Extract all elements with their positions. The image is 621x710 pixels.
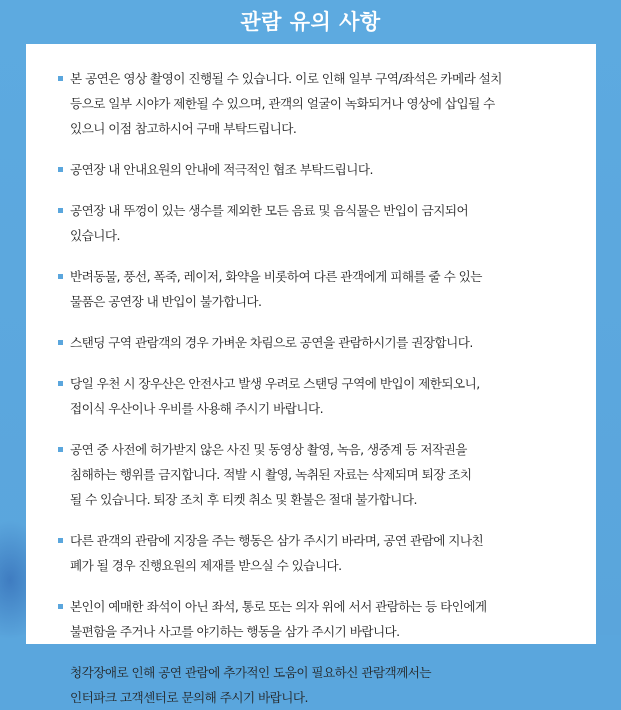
square-bullet-icon [58,670,63,675]
notice-text: 반려동물, 풍선, 폭죽, 레이저, 화약을 비롯하여 다른 관객에게 피해를 줄 수 있는 물품은 공연장 내 반입이 불가합니다. [70,269,482,309]
square-bullet-icon [58,167,63,172]
header [0,0,621,44]
square-bullet-icon [58,447,63,452]
square-bullet-icon [58,208,63,213]
notice-text: 당일 우천 시 장우산은 안전사고 발생 우려로 스탠딩 구역에 반입이 제한되오니, 접이식 우산이나 우비를 사용해 주시기 바랍니다. [70,376,480,416]
notice-item [58,66,582,141]
notice-item [58,660,582,710]
notice-item [58,437,582,512]
notice-item [58,594,582,644]
notice-text: 다른 관객의 관람에 지장을 주는 행동은 삼가 주시기 바라며, 공연 관람에 지나친 폐가 될 경우 진행요원의 제재를 받으실 수 있습니다. [70,533,484,573]
notice-item [58,528,582,578]
notice-text: 청각장애로 인해 공연 관람에 추가적인 도움이 필요하신 관람객께서는 인터파크 고객센터로 문의해 주시기 바랍니다. [70,665,432,705]
notice-item [58,264,582,314]
square-bullet-icon [58,381,63,386]
notice-text: 공연장 내 안내요원의 안내에 적극적인 협조 부탁드립니다. [70,162,373,177]
notice-text: 본인이 예매한 좌석이 아닌 좌석, 통로 또는 의자 위에 서서 관람하는 등 타인에게 불편함을 주거나 사고를 야기하는 행동을 삼가 주시기 바랍니다. [70,599,487,639]
notice-text: 본 공연은 영상 촬영이 진행될 수 있습니다. 이로 인해 일부 구역/좌석은 카메라 설치 등으로 일부 시야가 제한될 수 있으며, 관객의 얼굴이 녹화되거나 영상에 삽입될 수 있으니 이점 참고하시어 구매 부탁드립니다. [70,71,502,136]
notice-text: 스탠딩 구역 관람객의 경우 가벼운 차림으로 공연을 관람하시기를 권장합니다. [70,335,473,350]
square-bullet-icon [58,274,63,279]
notice-item [58,330,582,355]
notice-text: 공연장 내 뚜껑이 있는 생수를 제외한 모든 음료 및 음식물은 반입이 금지되어 있습니다. [70,203,469,243]
page-title: 관람 유의 사항 [240,10,381,34]
notice-text: 공연 중 사전에 허가받지 않은 사진 및 동영상 촬영, 녹음, 생중계 등 저작권을 침해하는 행위를 금지합니다. 적발 시 촬영, 녹취된 자료는 삭제되며 퇴장 조치 될 수 있습니다. 퇴장 조치 후 티켓 취소 및 환불은 절대 불가합니다. [70,442,472,507]
notice-panel [26,44,596,705]
square-bullet-icon [58,538,63,543]
square-bullet-icon [58,340,63,345]
notice-list [26,44,596,710]
square-bullet-icon [58,76,63,81]
square-bullet-icon [58,604,63,609]
notice-item [58,371,582,421]
notice-item [58,198,582,248]
notice-item [58,157,582,182]
